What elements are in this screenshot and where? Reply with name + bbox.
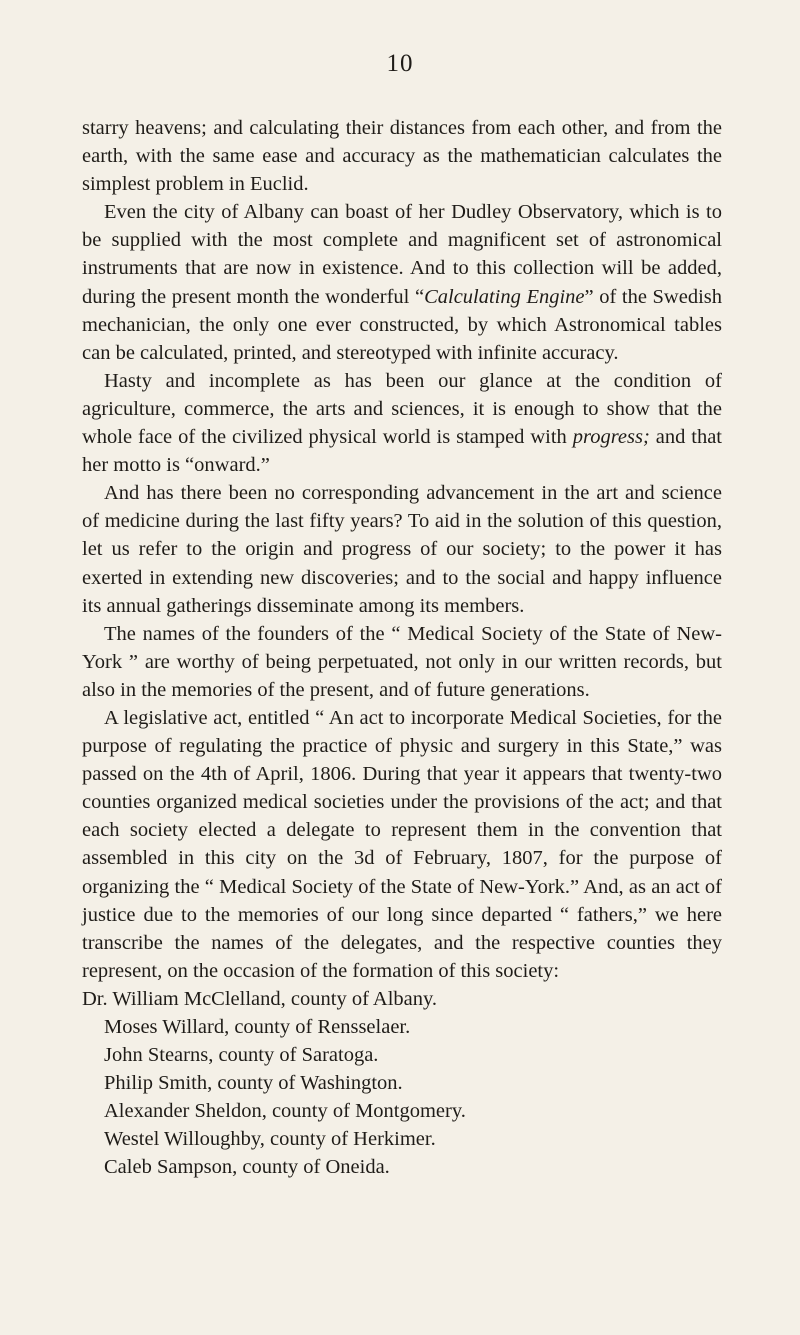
text-run: The names of the founders of the “ Medical Society of the State of New-York ” are worthy of being perpetuated, not only in our written records, but also in the memories of the present, and of future generations. [82,622,722,701]
delegate-entry: Moses Willard, county of Rensselaer. [104,1016,411,1038]
paragraph [82,114,722,198]
text-run: A legislative act, entitled “ An act to incorporate Medical Societies, for the purpose of regulating the practice of physic and surgery in this State,” was passed on the 4th of April, 1806. During that year it appears that twenty-two counties organized medical societies under the provisions of the act; and that each society elected a delegate to represent them in the convention that assembled in this city on the 3d of February, 1807, for the purpose of organizing the “ Medical Society of the State of New-York.” And, as an act of justice due to the memories of our long since departed “ fathers,” we here transcribe the names of the delegates, and the respective counties they represent, on the occasion of the formation of this society: [82,706,722,982]
italic-text: progress; [572,426,650,449]
text-run: ” of the Swedish mechanician, the only one ever constructed, by which Astronomical tables can be calculated, printed, and stereotyped with infinite accuracy. [82,285,723,364]
italic-text: Calculating Engine [424,285,585,308]
delegate-entry: Dr. William McClelland, county of Albany. [82,987,438,1010]
delegate-entry: Caleb Sampson, county of Oneida. [104,1156,390,1179]
delegate-list [82,985,722,1182]
paragraph [82,479,722,619]
delegate-entry: Westel Willoughby, county of Herkimer. [104,1128,436,1151]
delegate-entry: Philip Smith, county of Washington. [104,1072,403,1095]
delegate-entry: Alexander Sheldon, county of Montgomery. [104,1100,466,1123]
page-number: 10 [386,50,414,77]
delegate-entry: John Stearns, county of Saratoga. [104,1044,379,1067]
text-run: And has there been no corresponding advancement in the art and science of medicine during the last fifty years? To aid in the solution of this question, let us refer to the origin and progress of our society; to the power it has exerted in extending new discoveries; and to the social and happy influence its annual gatherings disseminate among its members. [82,482,722,617]
text-run: Even the city of Albany can boast of her Dudley Observatory, which is to be supplied with the most complete and magnificent set of astronomical instruments that are now in existence. And to this collection will be added, during the present month the wonderful “ [82,201,722,308]
text-run: Hasty and incomplete as has been our glance at the condition of agriculture, commerce, the arts and sciences, it is enough to show that the whole face of the civilized physical world is stamped with [82,369,722,449]
paragraph [82,704,722,985]
text-run: and that her motto is “onward.” [82,426,722,477]
paragraph [82,367,722,479]
paragraph [82,198,722,367]
text-run: starry heavens; and calculating their distances from each other, and from the earth, with the same ease and accuracy as the mathematician calculates the simplest problem in Euclid. [82,117,722,196]
paragraph [82,620,722,704]
body-text [82,114,722,1182]
